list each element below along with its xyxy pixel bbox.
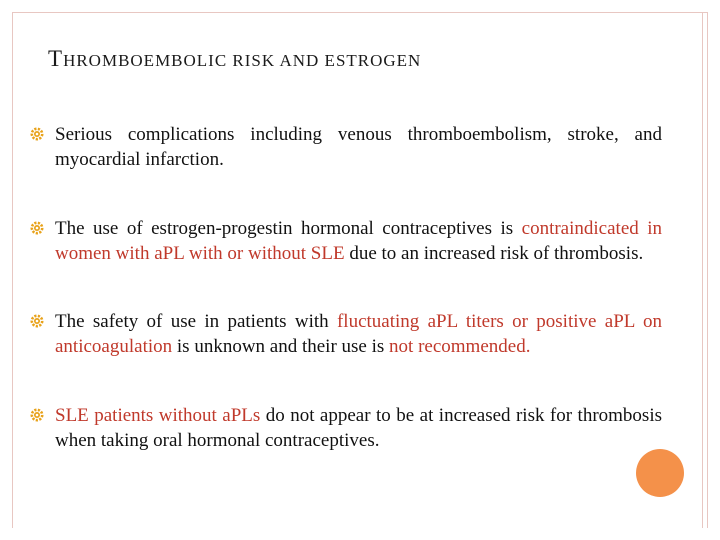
slide-title	[48, 46, 421, 72]
highlighted-text: contraindicated in women with aPL with or without SLE	[55, 218, 663, 264]
gear-icon	[30, 127, 44, 141]
title-rest: HROMBOEMBOLIC RISK AND ESTROGEN	[63, 51, 422, 70]
highlighted-text: fluctuating aPL titers or positive aPL on anticoagulation	[55, 311, 662, 357]
highlighted-text: SLE patients without aPLs	[55, 405, 261, 426]
bullet-item	[30, 309, 662, 359]
slide-frame-right	[707, 12, 708, 528]
gear-icon	[30, 221, 44, 235]
bullet-item	[30, 403, 662, 453]
slide-frame-top	[12, 12, 708, 13]
bullet-text: Serious complications including venous thromboembolism, stroke, and myocardial infarction.	[55, 124, 662, 170]
bullet-list	[30, 122, 662, 453]
slide-frame-right-inner	[702, 12, 703, 528]
bullet-text: due to an increased risk of thrombosis.	[344, 243, 644, 264]
bullet-text: The safety of use in patients with	[55, 311, 337, 332]
highlighted-text: not recommended.	[389, 336, 531, 357]
gear-icon	[30, 408, 44, 422]
bullet-text: do not appear to be at increased risk for thrombosis when taking oral hormonal contraceptives.	[55, 405, 662, 451]
gear-icon	[30, 314, 44, 328]
bullet-item	[30, 122, 662, 172]
bullet-text: The use of estrogen-progestin hormonal contraceptives is	[55, 218, 522, 239]
bullet-item	[30, 216, 662, 266]
title-first-letter: T	[48, 46, 64, 71]
bullet-text: is unknown and their use is	[172, 336, 390, 357]
slide-frame-left	[12, 12, 13, 528]
decorative-circle	[636, 449, 684, 497]
